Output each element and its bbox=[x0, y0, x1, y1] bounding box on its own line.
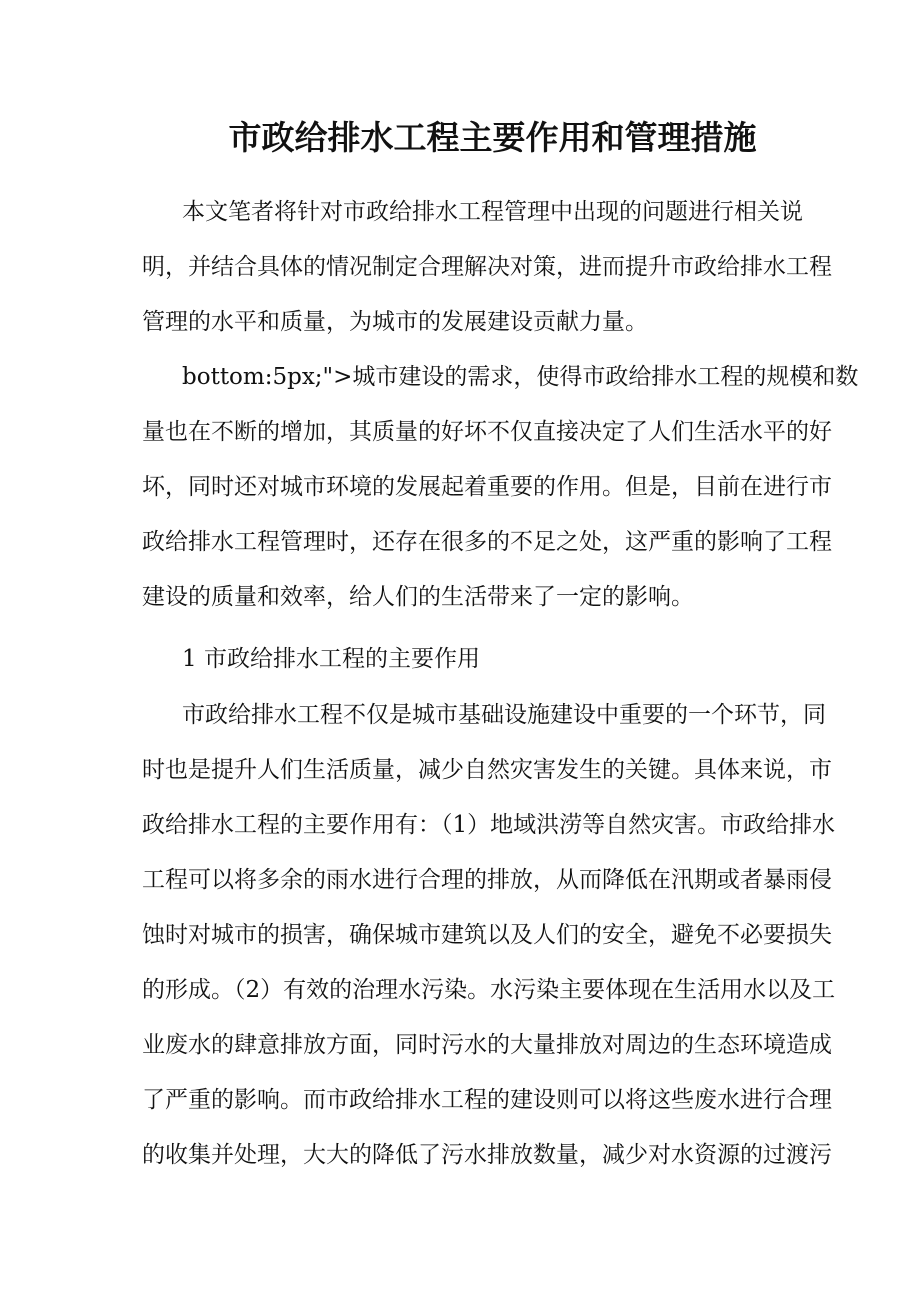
paragraph-line: 的形成。（2）有效的治理水污染。水污染主要体现在生活用水以及工 bbox=[142, 977, 836, 1003]
paragraph-line: 时也是提升人们生活质量，减少自然灾害发生的关键。具体来说，市 bbox=[142, 757, 832, 783]
paragraph-line: 本文笔者将针对市政给排水工程管理中出现的问题进行相关说 bbox=[182, 199, 803, 225]
paragraph-line: 市政给排水工程不仅是城市基础设施建设中重要的一个环节，同 bbox=[182, 702, 826, 728]
document-title: 市政给排水工程主要作用和管理措施 bbox=[228, 118, 757, 157]
paragraph-line: bottom:5px;">城市建设的需求，使得市政给排水工程的规模和数 bbox=[182, 364, 859, 390]
paragraph-line: 了严重的影响。而市政给排水工程的建设则可以将这些废水进行合理 bbox=[142, 1087, 832, 1113]
paragraph-line: 蚀时对城市的损害，确保城市建筑以及人们的安全，避免不必要损失 bbox=[142, 922, 832, 948]
paragraph-line: 工程可以将多余的雨水进行合理的排放，从而降低在汛期或者暴雨侵 bbox=[142, 867, 832, 893]
section-heading: 1 市政给排水工程的主要作用 bbox=[182, 646, 480, 672]
paragraph-line: 管理的水平和质量，为城市的发展建设贡献力量。 bbox=[142, 309, 648, 335]
paragraph-line: 的收集并处理，大大的降低了污水排放数量，减少对水资源的过渡污 bbox=[142, 1142, 832, 1168]
paragraph-line: 坏，同时还对城市环境的发展起着重要的作用。但是，目前在进行市 bbox=[142, 474, 832, 500]
paragraph-line: 业废水的肆意排放方面，同时污水的大量排放对周边的生态环境造成 bbox=[142, 1032, 832, 1058]
paragraph-line: 政给排水工程的主要作用有：（1）地域洪涝等自然灾害。市政给排水 bbox=[142, 812, 836, 838]
paragraph-line: 量也在不断的增加，其质量的好坏不仅直接决定了人们生活水平的好 bbox=[142, 419, 832, 445]
paragraph-line: 建设的质量和效率，给人们的生活带来了一定的影响。 bbox=[142, 584, 694, 610]
paragraph-line: 明，并结合具体的情况制定合理解决对策，进而提升市政给排水工程 bbox=[142, 254, 832, 280]
paragraph-line: 政给排水工程管理时，还存在很多的不足之处，这严重的影响了工程 bbox=[142, 529, 832, 555]
